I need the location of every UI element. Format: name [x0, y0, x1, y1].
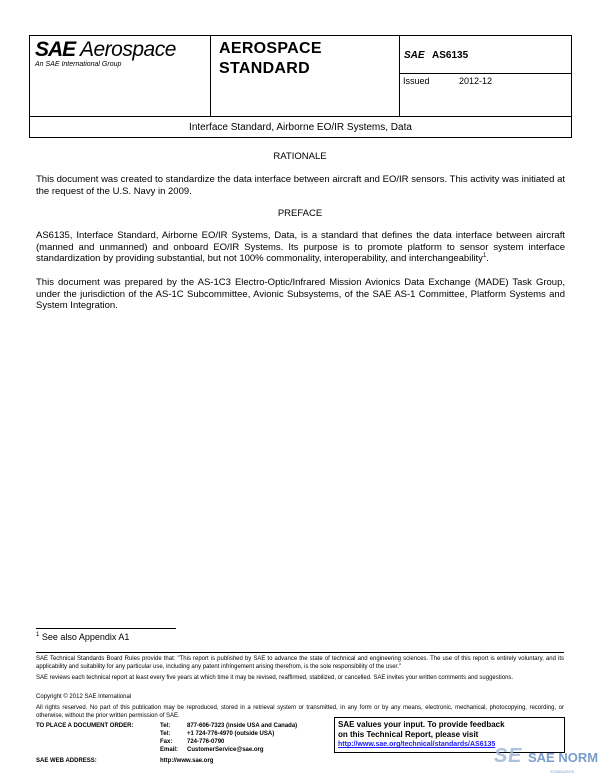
- footnote-rule: [36, 628, 176, 629]
- web-address-value[interactable]: http://www.sae.org: [160, 758, 214, 764]
- tel1-value: 877-606-7323 (inside USA and Canada): [187, 723, 298, 729]
- feedback-line-2: on this Technical Report, please visit: [338, 730, 479, 739]
- svg-text:S: S: [494, 745, 508, 767]
- tel1-key: Tel:: [160, 723, 171, 729]
- feedback-link[interactable]: http://www.sae.org/technical/standards/AS6135: [338, 741, 496, 748]
- fax-key: Fax:: [160, 739, 173, 745]
- preface-paragraph-2: This document was prepared by the AS-1C3 Electro-Optic/Infrared Mission Avionics Data Exchange (MADE) Task Group, under the jurisdiction of the AS-1C Subcommittee, Avionic Subsystems, of the SAE AS-1 Committee, Platform Systems and System Integration.: [36, 277, 565, 311]
- issued-date: 2012-12: [459, 76, 493, 86]
- issued-divider: [400, 73, 572, 74]
- header-box: [29, 35, 572, 138]
- rights-text: All rights reserved. No part of this publication may be reproduced, stored in a retrieval system or transmitted, in any form or by any means, electronic, mechanical, photocopying, recording, or otherwise, without the prior written permission of SAE.: [36, 705, 564, 719]
- feedback-line-1: SAE values your input. To provide feedback: [338, 720, 505, 729]
- doc-title: Interface Standard, Airborne EO/IR Systems, Data: [189, 122, 412, 133]
- issued-label: Issued: [403, 76, 430, 86]
- doc-title-row: [30, 116, 571, 138]
- fax-value: 724-776-0790: [187, 739, 225, 745]
- doc-number: AS6135: [432, 50, 469, 61]
- aerospace-logo-text: Aerospace: [80, 38, 176, 61]
- watermark-sub: STANDARDS: [550, 769, 575, 774]
- footer-rule: [36, 652, 564, 653]
- email-key: Email:: [160, 747, 179, 753]
- rationale-text: This document was created to standardize the data interface between aircraft and EO/IR sensors. This activity was initiated at the request of the U.S. Navy in 2009.: [36, 174, 565, 197]
- preface-paragraph-1: AS6135, Interface Standard, Airborne EO/IR Systems, Data, is a standard that defines the data interface between aircraft (manned and unmanned) and onboard EO/IR Systems. Its purpose is to promote platform to sensor system interface standardization by providing substantial, but not 100% commonality, interoperability, and interchangeability$^1$.: [36, 230, 565, 264]
- legal-review-text: SAE reviews each technical report at least every five years at which time it may be revised, reaffirmed, stabilized, or cancelled. SAE invites your written comments and suggestions.: [36, 675, 514, 681]
- rationale-heading: RATIONALE: [273, 151, 327, 162]
- sae-logo: SAE: [35, 38, 76, 61]
- email-value[interactable]: CustomerService@sae.org: [187, 747, 264, 753]
- footnote: $^1$ See also Appendix A1: [36, 632, 130, 642]
- order-label: TO PLACE A DOCUMENT ORDER:: [36, 723, 134, 729]
- logo-cell: [30, 36, 211, 116]
- tel2-key: Tel:: [160, 731, 171, 737]
- tel2-value: +1 724-776-4970 (outside USA): [187, 731, 275, 737]
- legal-rules-text: SAE Technical Standards Board Rules provide that: "This report is published by SAE to advance the state of technical and engineering sciences. The use of this report is entirely voluntary, and its applicability and suitability for any particular use, including any patent infringement arising therefrom, is the sole responsibility of the user.": [36, 656, 564, 670]
- standard-title-cell: [211, 36, 400, 116]
- standard-title: AEROSPACE STANDARD: [219, 40, 322, 77]
- sae-norm-watermark: [492, 740, 600, 776]
- doc-info-cell: [400, 36, 572, 116]
- watermark-text: SAE NORM: [528, 750, 599, 765]
- preface-heading: PREFACE: [277, 208, 323, 219]
- web-address-label: SAE WEB ADDRESS:: [36, 758, 97, 764]
- svg-text:E: E: [508, 745, 522, 767]
- copyright-text: Copyright © 2012 SAE International: [36, 694, 132, 700]
- logo-subtitle: An SAE International Group: [35, 61, 122, 68]
- sae-mini-logo: SAE: [404, 50, 425, 61]
